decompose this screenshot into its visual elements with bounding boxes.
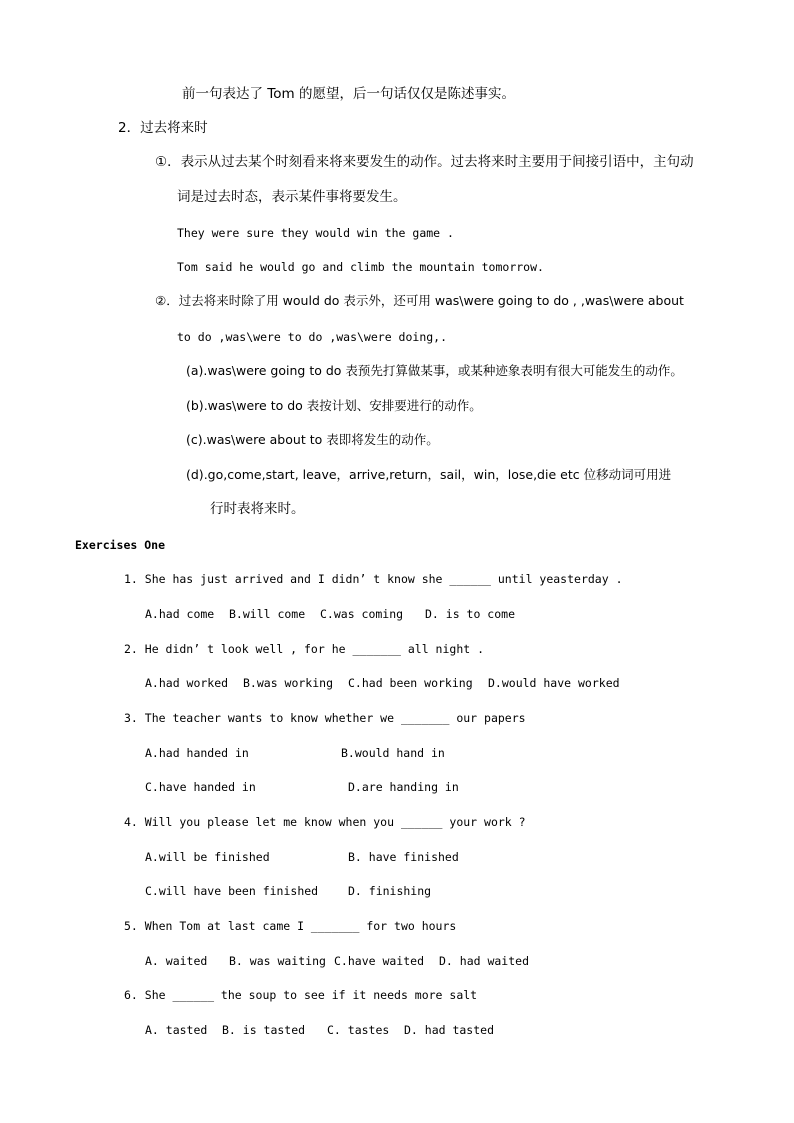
q6-option-b: B. is tasted xyxy=(222,1023,306,1037)
q5-option-a: A. waited xyxy=(145,954,208,968)
q1-option-c: C.was coming xyxy=(320,607,404,621)
question-1-stem: 1. She has just arrived and I didn’ t know she ______ until yeasterday . xyxy=(124,572,623,586)
example-sentence-2: Tom said he would go and climb the mountain tomorrow. xyxy=(177,260,544,274)
sub-item-b: (b).was\were to do 表按计划、安排要进行的动作。 xyxy=(186,398,482,413)
q4-option-b: B. have finished xyxy=(348,850,459,864)
q2-option-d: D.would have worked xyxy=(488,676,620,690)
q3-option-d: D.are handing in xyxy=(348,780,459,794)
tom-wish-explanation: 前一句表达了 Tom 的愿望，后一句话仅仅是陈述事实。 xyxy=(182,86,515,102)
q1-option-b: B.will come xyxy=(229,607,306,621)
q6-option-a: A. tasted xyxy=(145,1023,208,1037)
q1-option-d: D. is to come xyxy=(425,607,516,621)
question-5-stem: 5. When Tom at last came I _______ for two hours xyxy=(124,919,457,933)
q1-option-a: A.had come xyxy=(145,607,215,621)
question-3-stem: 3. The teacher wants to know whether we _______ our papers xyxy=(124,711,526,725)
item-1-line-2: 词是过去时态，表示某件事将要发生。 xyxy=(177,189,407,205)
sub-item-d-line-2: 行时表将来时。 xyxy=(210,501,305,517)
q6-option-c: C. tastes xyxy=(327,1023,390,1037)
item-2-line-1: ②．过去将来时除了用 would do 表示外，还可用 was\were going to do , ,was\were about xyxy=(155,293,684,308)
q4-option-d: D. finishing xyxy=(348,884,432,898)
question-2-stem: 2. He didn’ t look well , for he _______ all night . xyxy=(124,642,485,656)
question-6-stem: 6. She ______ the soup to see if it needs more salt xyxy=(124,988,478,1002)
q4-option-a: A.will be finished xyxy=(145,850,270,864)
q5-option-b: B. was waiting xyxy=(229,954,326,968)
q3-option-b: B.would hand in xyxy=(341,746,445,760)
q4-option-c: C.will have been finished xyxy=(145,884,319,898)
item-2-line-2: to do ,was\were to do ,was\were doing,. xyxy=(177,330,448,344)
sub-item-c: (c).was\were about to 表即将发生的动作。 xyxy=(186,432,439,447)
example-sentence-1: They were sure they would win the game . xyxy=(177,226,454,240)
question-4-stem: 4. Will you please let me know when you ______ your work ? xyxy=(124,815,526,829)
q3-option-c: C.have handed in xyxy=(145,780,256,794)
q3-option-a: A.had handed in xyxy=(145,746,249,760)
sub-item-a: (a).was\were going to do 表预先打算做某事，或某种迹象表明有很大可能发生的动作。 xyxy=(186,363,683,378)
section-2-title: 2．过去将来时 xyxy=(118,120,208,136)
q2-option-b: B.was working xyxy=(243,676,334,690)
item-1-line-1: ①．表示从过去某个时刻看来将来要发生的动作。过去将来时主要用于间接引语中，主句动 xyxy=(155,154,694,170)
q5-option-d: D. had waited xyxy=(439,954,530,968)
sub-item-d-line-1: (d).go,come,start, leave，arrive,return，sail，win，lose,die etc 位移动词可用进 xyxy=(186,467,672,482)
q5-option-c: C.have waited xyxy=(334,954,425,968)
q6-option-d: D. had tasted xyxy=(404,1023,495,1037)
q2-option-c: C.had been working xyxy=(348,676,473,690)
q2-option-a: A.had worked xyxy=(145,676,229,690)
exercises-heading: Exercises One xyxy=(75,538,166,552)
